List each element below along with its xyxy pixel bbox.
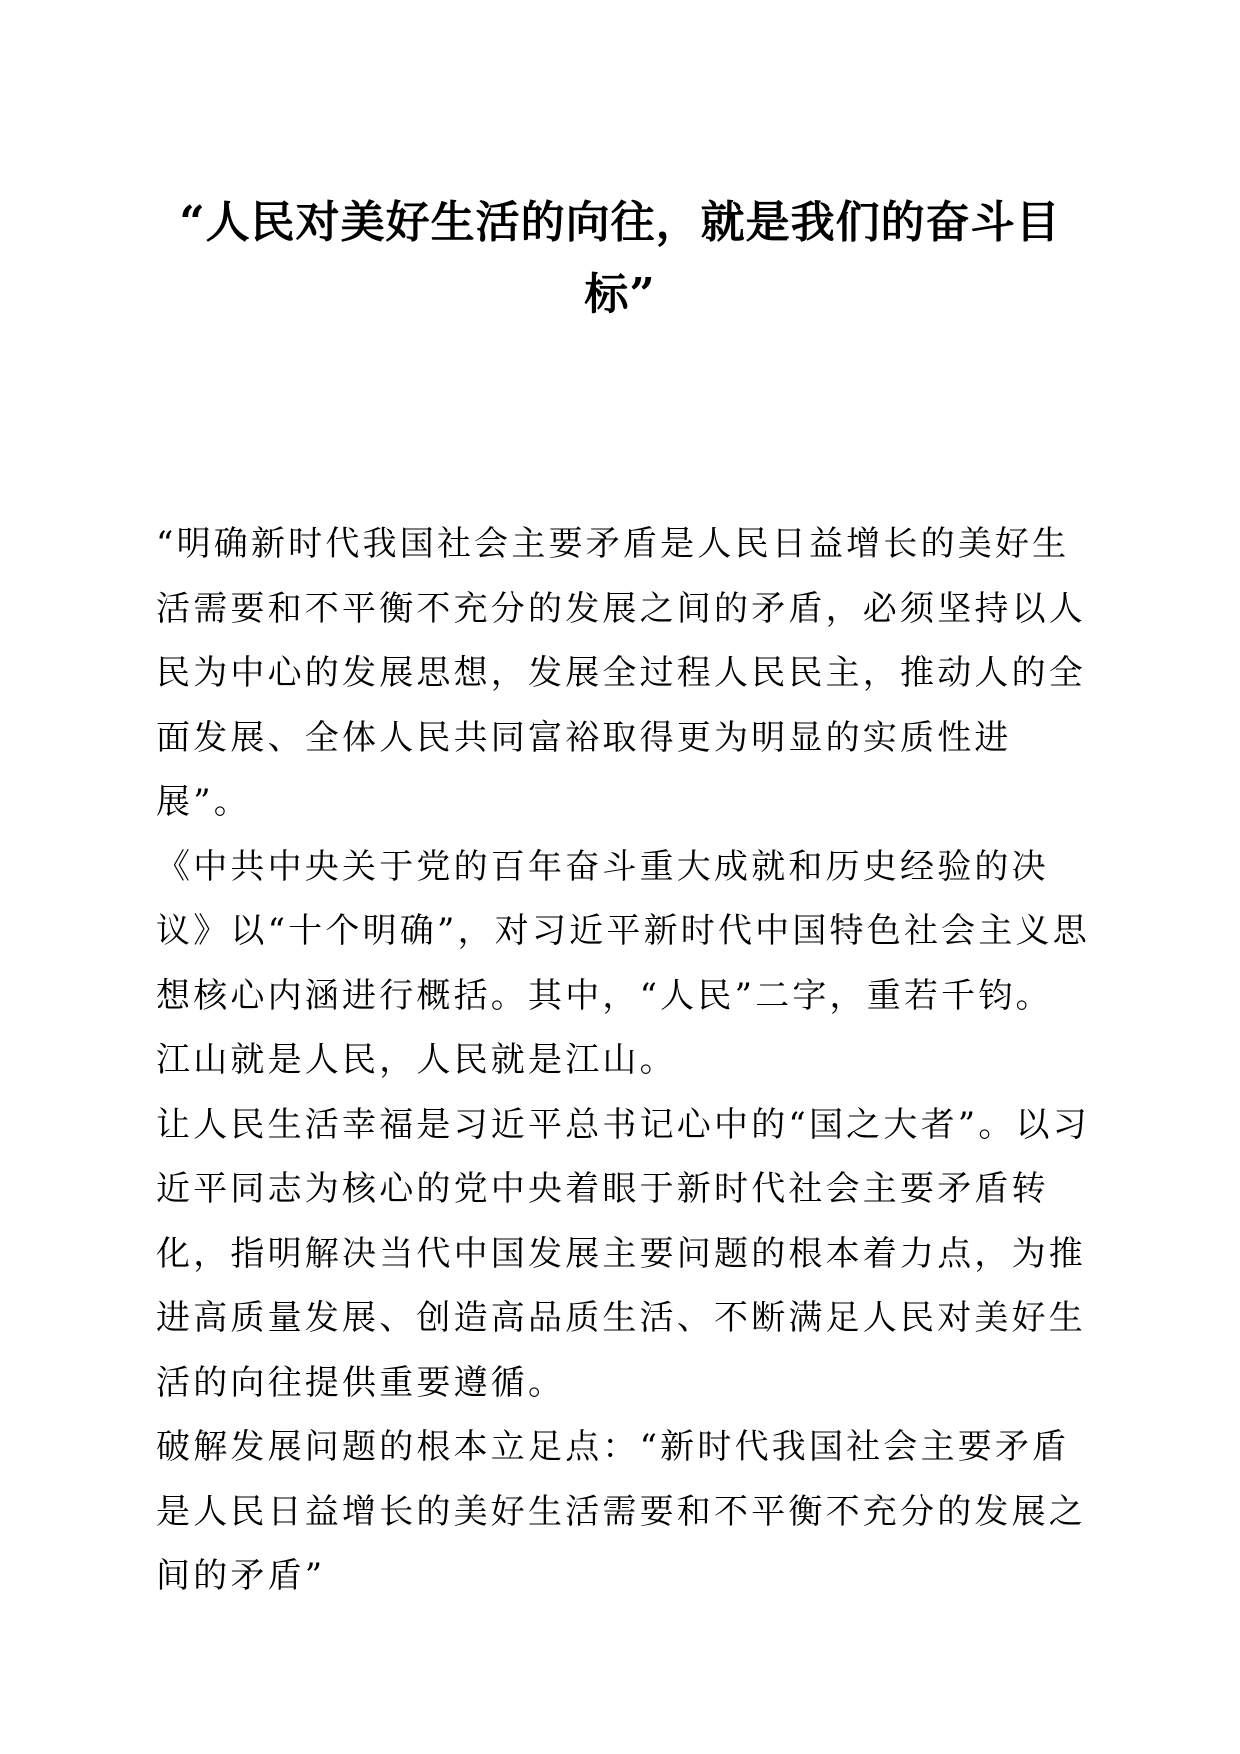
paragraph-people-are-the-country: 江山就是人民，人民就是江山。 bbox=[156, 1040, 677, 1080]
paragraph-people-happiness: 让人民生活幸福是习近平总书记心中的“国之大者”。以习近平同志为核心的党中央着眼于新时代社会主要矛盾转化，指明解决当代中国发展主要问题的根本着力点，为推进高质量发展、创造高品质生活、不断满足人民对美好生活的向往提供重要遵循。 bbox=[156, 1104, 1090, 1403]
document-body bbox=[156, 512, 1096, 1609]
document-title: “人民对美好生活的向往，就是我们的奋斗目标” bbox=[179, 197, 1061, 320]
paragraph-fundamental-foothold: 破解发展问题的根本立足点：“新时代我国社会主要矛盾是人民日益增长的美好生活需要和不平衡不充分的发展之间的矛盾” bbox=[156, 1427, 1086, 1596]
paragraph-main-contradiction: “明确新时代我国社会主要矛盾是人民日益增长的美好生活需要和不平衡不充分的发展之间的矛盾，必须坚持以人民为中心的发展思想，发展全过程人民民主，推动人的全面发展、全体人民共同富裕取得更为明显的实质性进展”。 bbox=[156, 524, 1086, 822]
paragraph-resolution: 《中共中央关于党的百年奋斗重大成就和历史经验的决议》以“十个明确”，对习近平新时代中国特色社会主义思想核心内涵进行概括。其中，“人民”二字，重若千钧。 bbox=[156, 846, 1090, 1016]
